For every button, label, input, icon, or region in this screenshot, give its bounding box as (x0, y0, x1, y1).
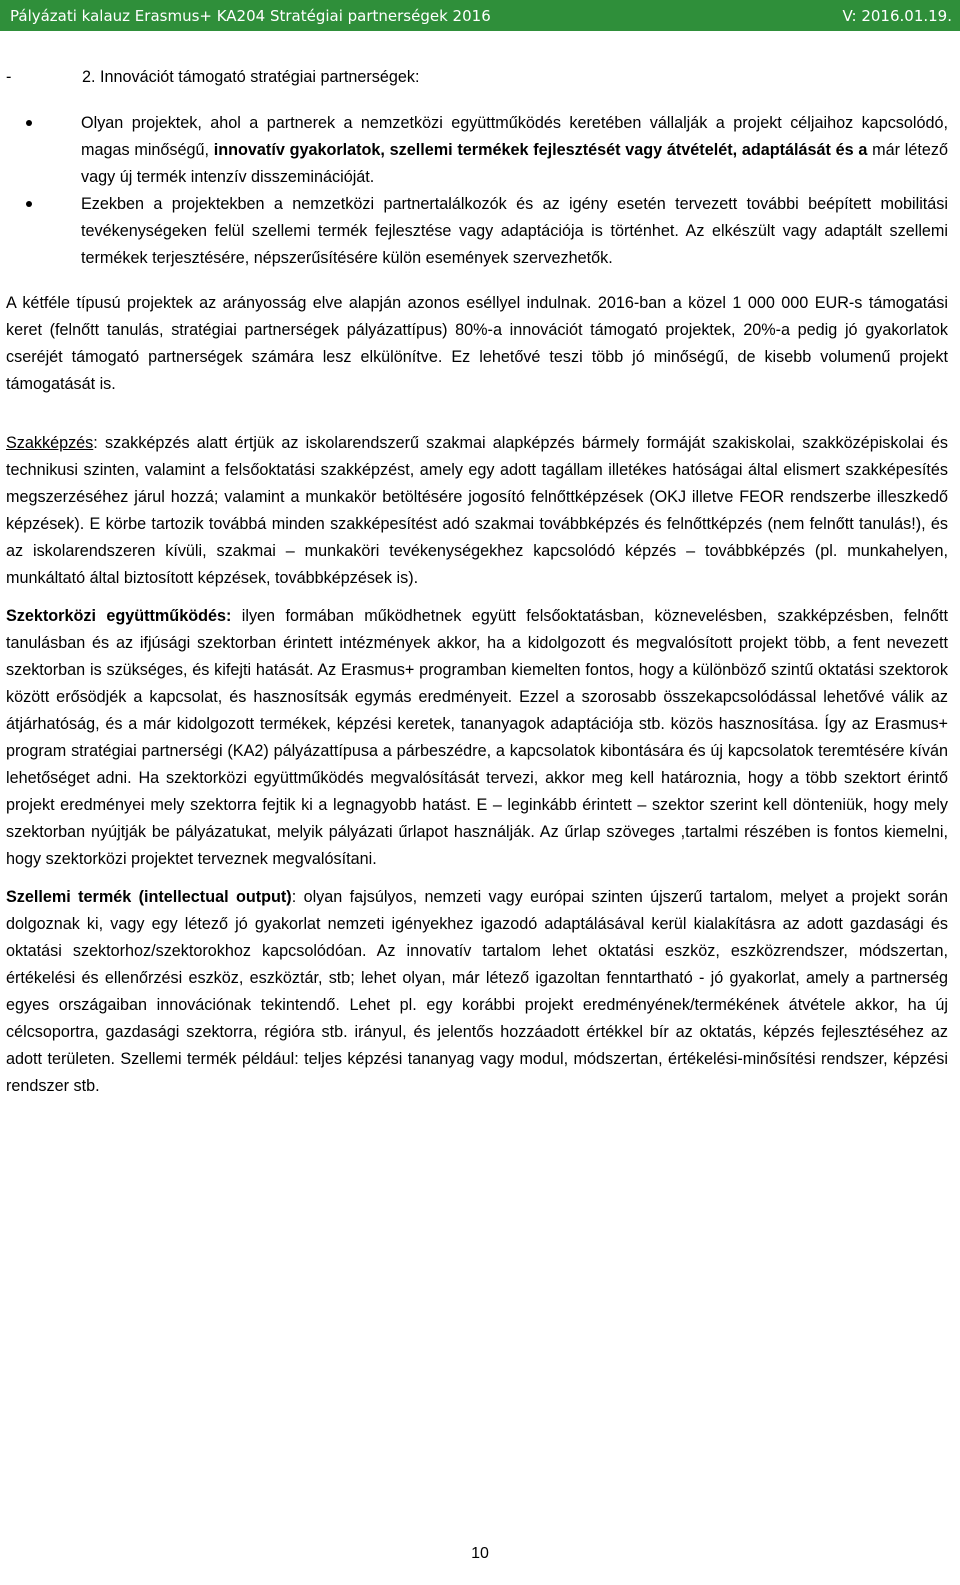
header-version: V: 2016.01.19. (842, 6, 952, 25)
bullet-dot (26, 201, 32, 207)
page-number: 10 (471, 1545, 489, 1562)
bullet-dot (26, 120, 32, 126)
funding-paragraph: A kétféle típusú projektek az arányosság elve alapján azonos eséllyel indulnak. 2016-ban a közel 1 000 000 EUR-s támogatási keret (felnőtt tanulás, stratégiai partnerségek pályázattípus) 80%-a innovációt támogató projektek, 20%-a pedig jó gyakorlatok cseréjét támogató partnerségek számára lesz elkülönítve. Ez lehetővé teszi több jó minőségű, de kisebb volumenű projekt támogatását is. (6, 294, 948, 393)
heading-dash: - (6, 68, 12, 86)
list-item: Ezekben a projektekben a nemzetközi partnertalálkozók és az igény esetén tervezett további beépített mobilitási tevékenységeken felül szellemi termék fejlesztése vagy adaptációja is történhet. Az elkészült vagy adaptált szellemi termékek terjesztésére, népszerűsítésére külön események szervezhetők. (6, 191, 948, 272)
bullet-list (6, 110, 948, 272)
szakkepzes-paragraph: Szakképzés: szakképzés alatt értjük az iskolarendszerű szakmai alapképzés bármely formáját szakiskolai, szakközépiskolai és technikusi szinten, valamint a felsőoktatási szakképzést, amely egy adott tagállam illetékes hatóságai által elismert szakképesítés megszerzéséhez járul hozzá; valamint a munkakör betöltésére jogosító felnőttképzések (OKJ illetve FEOR rendszerbe illeszkedő képzések). E körbe tartozik továbbá minden szakképesítést adó szakmai továbbképzés és felnőttképzés (nem felnőtt tanulás!), és az iskolarendszeren kívüli, szakmai – munkaköri tevékenységekhez kapcsolódó képzés – továbbképzés (pl. munkahelyen, munkáltató által biztosított képzések, továbbképzések is). (6, 434, 948, 587)
header-title: Pályázati kalauz Erasmus+ KA204 Stratégiai partnerségek 2016 (10, 6, 491, 25)
szakkepzes-term: Szakképzés (6, 434, 94, 452)
list-item: Olyan projektek, ahol a partnerek a nemzetközi együttműködés keretében vállalják a projekt céljaihoz kapcsolódó, magas minőségű, innovatív gyakorlatok, szellemi termékek fejlesztését vagy átvételét, adaptálását és a már létező vagy új termék intenzív disszeminációját. (6, 110, 948, 191)
szektorkozi-term: Szektorközi együttműködés: (6, 607, 232, 625)
running-header (0, 0, 960, 31)
szellemi-paragraph: Szellemi termék (intellectual output): olyan fajsúlyos, nemzeti vagy európai szinten újszerű tartalom, melyet a projekt során dolgoznak ki, vagy egy létező jó gyakorlat nemzeti igényekhez igazodó adaptálásával kerül kialakításra az adott gazdasági és oktatási szektorhoz/szektorokhoz kapcsolódóan. Az innovatív tartalom lehet oktatási eszköz, eszközrendszer, módszertan, értékelési és ellenőrzési eszköz, eszköztár, stb; lehet olyan, már létező igazoltan fenntartható - jó gyakorlat, amely a partnerség egyes országaiban innovációnak tekintendő. Lehet pl. egy korábbi projekt eredményének/termékének átvétele akkor, ha új célcsoportra, gazdasági szektorra, régióra stb. irányul, és jelentős hozzáadott értékkel bír az oktatás, képzés fejlesztéséhez az adott területen. Szellemi termék például: teljes képzési tananyag vagy modul, módszertan, értékelési-minősítési rendszer, képzési rendszer stb. (6, 888, 948, 1095)
szellemi-term: Szellemi termék (intellectual output) (6, 888, 292, 906)
section-heading (6, 64, 948, 91)
heading-text: 2. Innovációt támogató stratégiai partnerségek: (82, 68, 420, 86)
document-body (6, 64, 948, 1100)
szektorkozi-paragraph: Szektorközi együttműködés: ilyen formában működhetnek együtt felsőoktatásban, köznevelésben, szakképzésben, felnőtt tanulásban és az ifjúsági szektorban érintett intézmények akkor, ha a kidolgozott és megvalósított projekt több, a fent nevezett szektorban is szükséges, és kifejti hatását. Az Erasmus+ programban kiemelten fontos, hogy a különböző szintű oktatási szektorok között erősödjék a kapcsolat, és hasznosítsák egymás eredményeit. Ezzel a szorosabb összekapcsolódással lehetővé válik az átjárhatóság, és a már kidolgozott termékek, képzési keretek, tananyagok adaptációja stb. közös hasznosítása. Így az Erasmus+ program stratégiai partnerségi (KA2) pályázattípusa a párbeszédre, a kapcsolatok kibontására és új kapcsolatok teremtésére kíván lehetőséget adni. Ha szektorközi együttműködés megvalósítását tervezi, akkor meg kell határoznia, hogy a több szektort érintő projekt eredményei mely szektorra fejtik ki a legnagyobb hatást. E – leginkább érintett – szektor szerint kell dönteniük, hogy mely szektorban nyújtják be pályázatukat, melyik pályázati űrlapot használják. Az űrlap szöveges ,tartalmi részében is fontos kiemelni, hogy szektorközi projektet terveznek megvalósítani. (6, 607, 948, 868)
